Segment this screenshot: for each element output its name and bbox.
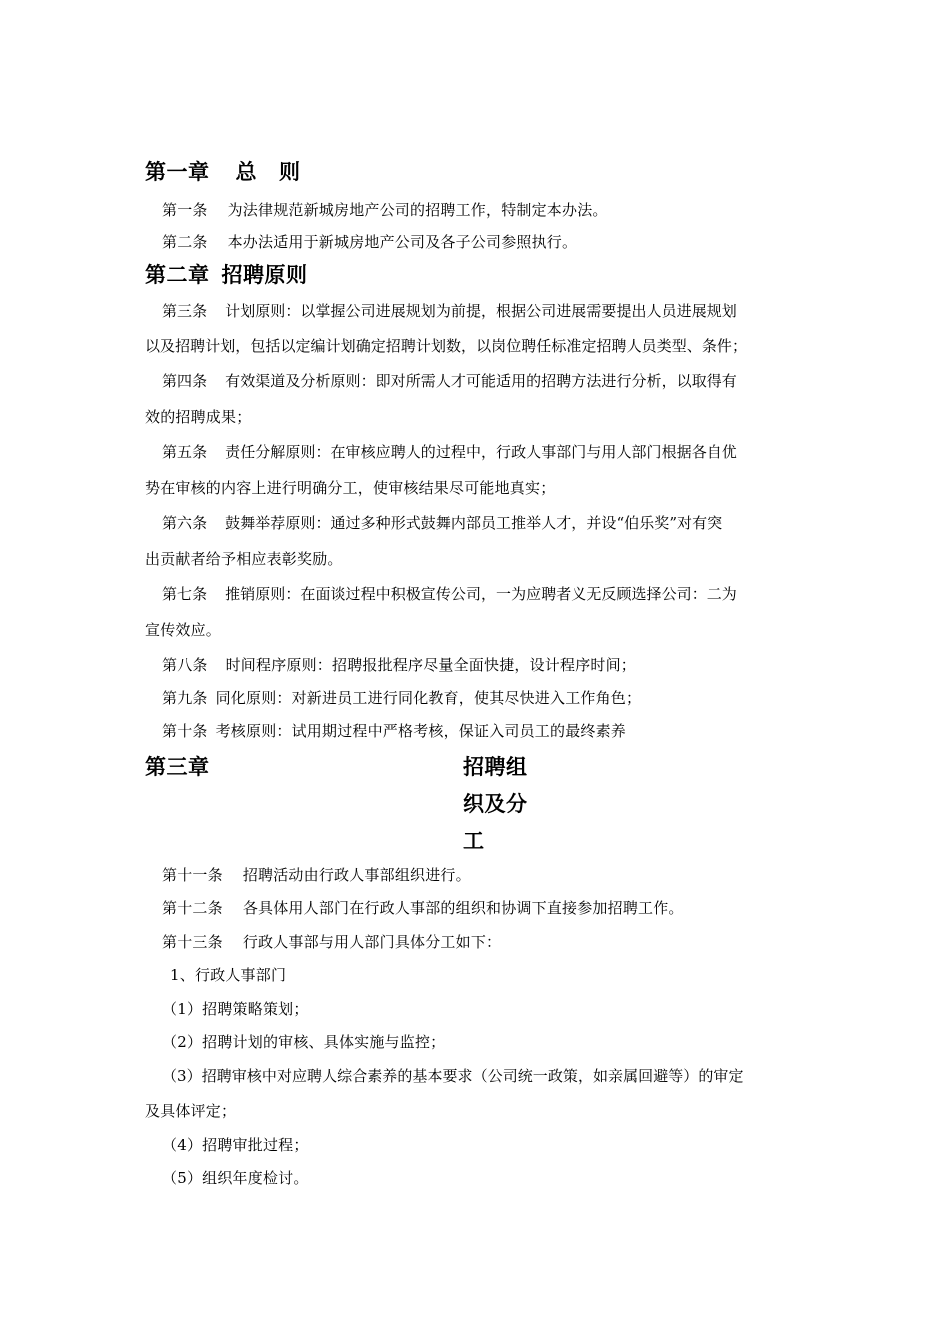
article-text: 同化原则：对新进员工进行同化教育，使其尽快进入工作角色； [215,689,642,707]
article-11 [162,865,471,885]
article-10 [162,721,626,741]
article-number: 第九条 [162,689,208,707]
article-4-line-2 [145,407,251,427]
article-text: 以及招聘计划，包括以定编计划确定招聘计划数，以岗位聘任标准定招聘人员类型、条件； [145,337,748,355]
chapter-2-heading [145,263,308,287]
article-text: 势在审核的内容上进行明确分工，使审核结果尽可能地真实； [145,479,556,497]
article-number: 第十一条 [162,866,223,884]
article-3-line-1 [162,301,737,321]
article-number: 第四条 [162,372,208,390]
article-12 [162,898,684,918]
chapter-1-heading [145,160,301,184]
article-9 [162,688,641,708]
article-text: 行政人事部与用人部门具体分工如下： [242,933,502,951]
article-text: 推销原则：在面谈过程中积极宣传公司，一为应聘者义无反顾选择公司：二为 [225,585,737,603]
article-number: 第六条 [162,514,208,532]
article-text: 有效渠道及分析原则：即对所需人才可能适用的招聘方法进行分析，以取得有 [225,372,737,390]
article-number: 第十条 [162,722,208,740]
article-5-line-1 [162,442,737,462]
article-number: 第一条 [162,201,208,219]
article-number: 第二条 [162,233,208,251]
article-text: 出贡献者给予相应表彰奖励。 [145,550,343,568]
article-3-line-2 [145,336,747,356]
list-item-5: （5）组织年度检讨。 [162,1169,309,1187]
article-number: 第五条 [162,443,208,461]
department-heading: 1、行政人事部门 [170,966,287,984]
article-text: 计划原则：以掌握公司进展规划为前提，根据公司进展需要提出人员进展规划 [225,302,737,320]
article-number: 第七条 [162,585,208,603]
article-text: 宣传效应。 [145,621,222,639]
chapter-1-title-part-1: 总 [235,160,257,184]
article-number: 第十二条 [162,899,223,917]
article-text: 鼓舞举荐原则：通过多种形式鼓舞内部员工推举人才，并设“伯乐奖”对有突 [225,514,723,532]
chapter-3-number: 第三章 [145,755,210,779]
article-text: 招聘活动由行政人事部组织进行。 [242,866,471,884]
list-item-1: （1）招聘策略策划； [162,1000,309,1018]
article-2 [162,232,577,252]
article-text: 为法律规范新城房地产公司的招聘工作，特制定本办法。 [227,201,608,219]
chapter-3-title-line-3: 工 [463,829,485,853]
article-text: 时间程序原则：招聘报批程序尽量全面快捷，设计程序时间； [225,656,637,674]
article-text: 考核原则：试用期过程中严格考核，保证入司员工的最终素养 [215,722,627,740]
list-item-4: （4）招聘审批过程； [162,1136,309,1154]
article-6-line-2 [145,549,343,569]
article-5-line-2 [145,478,555,498]
article-13 [162,932,501,952]
article-7-line-2 [145,620,221,640]
article-8 [162,655,636,675]
chapter-3-title-line-2: 织及分 [463,792,528,816]
article-text: 效的招聘成果； [145,408,252,426]
article-number: 第三条 [162,302,208,320]
list-item-3-line-2: 及具体评定； [145,1102,237,1120]
chapter-2-title: 招聘原则 [221,263,308,287]
article-6-line-1 [162,513,722,533]
chapter-1-title-part-2: 则 [279,160,301,184]
article-text: 本办法适用于新城房地产公司及各子公司参照执行。 [227,233,578,251]
article-7-line-1 [162,584,737,604]
article-4-line-1 [162,371,737,391]
chapter-3-title-line-1: 招聘组 [463,755,528,779]
chapter-1-number: 第一章 [145,160,210,184]
list-item-3-line-1: （3）招聘审核中对应聘人综合素养的基本要求（公司统一政策，如亲属回避等）的审定 [162,1067,744,1085]
article-number: 第十三条 [162,933,223,951]
article-1 [162,200,608,220]
chapter-2-number: 第二章 [145,263,210,287]
list-item-2: （2）招聘计划的审核、具体实施与监控； [162,1033,446,1051]
article-text: 责任分解原则：在审核应聘人的过程中，行政人事部门与用人部门根据各自优 [225,443,737,461]
article-text: 各具体用人部门在行政人事部的组织和协调下直接参加招聘工作。 [242,899,684,917]
article-number: 第八条 [162,656,208,674]
